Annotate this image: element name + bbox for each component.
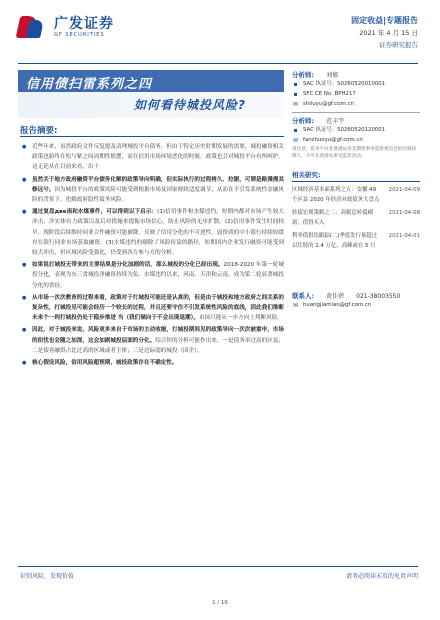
summary-bullet: ● 近些年来，虽然政府文件反复提及清理城投平台债务，但由于特定历史时期发展的需要，城投融资相关政策也始终在松与紧之间周期性摇摆，而在信用市场环境恶化的时候，政策也会对城投平台有所呵护。这无论从在目前来看，出于 <box>22 142 284 173</box>
related-item[interactable]: 区域经济基本面系列之五：安徽 49 个区县 2020 年经济对政债务大盘点 2021-04-09 <box>292 187 420 203</box>
footer-slogan: 识别风险，发现价值 <box>20 573 75 580</box>
report-meta <box>351 14 418 51</box>
analyst-email[interactable]: fanzhuoyu@gf.com.cn <box>303 137 363 143</box>
analyst-sac: SAC 执证号：S0260520120001 <box>303 127 386 133</box>
summary-heading: 报告摘要: <box>20 126 58 136</box>
contact-block <box>292 291 420 310</box>
analyst-name: 范丰宇 <box>326 118 345 125</box>
header-divider <box>18 63 418 64</box>
analyst-label: 分析师: <box>292 71 315 79</box>
summary-bullet: ● 通过复盘две南和水煤事件，可以得到以下启示：(1)信用事件和水煤违约，短期内都对市场产生较大冲击，涉实体有力政策以及后对措施来提振市场信心，防止风险的无序扩散。(2)信用事件发生时间较早，现阶段后续维持同业合作融资可能被降。反映了信用分化的不可逆性，弱资质的中小银行持续较缓存在银行同业市场获取融资。(3)水煤违约的剔除了风险传染的路径，短期国内企业发行融资可能受到较大冲击，但区域风险受强化，仍受到各方参与方的分析。 <box>22 207 284 258</box>
related-item[interactable]: 转债宏观策略之二：高税息转债刷新，值得买入 2021-04-08 <box>292 210 420 226</box>
summary-bullet: ● 从市场一次次教育的过程来看，政策对于打城投可能还是认真的，但是由于城投和地方政府之间关系的复杂性，打城投见可能会经历一个较长的过程，并且还要守住不引发系统性风险的底线，因此我们推断未来个一则打城投仍处于稳步推进 当（我们倾向于不会出现退潮）。市场只能从一步方向上判断风险。 <box>22 293 284 324</box>
logo-text-cn: 广发证券 <box>54 15 114 32</box>
series-title: 信用债扫雷系列之四 <box>26 77 153 92</box>
email-icon: ✉ <box>292 301 299 309</box>
company-logo <box>18 14 114 40</box>
report-date: 2021 年 4 月 15 日 <box>359 29 418 37</box>
certificate-icon: ▪ <box>293 80 298 88</box>
summary-bullet: ● 因此，对于城投来说，风险更多来自于市场的主动收缩，打城投期间见的政策导向一次次被重申，市场的担忧也会随之加深，这会加剧城投层面的分化。综合你的分析可能作出来，一是债务率过高的区县；二是债券融资占比过高的区域或者主体；三是边际弱的城投（国企）。 <box>22 325 284 356</box>
summary-divider <box>20 136 284 137</box>
analyst-sac: SAC 执证号：S0260520010001 <box>303 81 386 87</box>
summary-bullet: ● 如果说打城投无带来的主要结果是分化加剧的话，那么城投的分化已经出现。2018-2020 年第一轮城投分化，表现为东三省城投净融资持续为负、水煤违约以来，河南、天津和云南，成为第二轮显著城投分化的省份。 <box>22 260 284 291</box>
report-category: 固定收益|专题报告 <box>351 16 418 25</box>
summary-bullets <box>22 142 284 370</box>
email-icon: ✉ <box>292 136 299 144</box>
analyst-1 <box>292 70 420 79</box>
gf-logo-icon <box>18 14 48 40</box>
analyst-label: 分析师: <box>292 117 315 125</box>
report-type: 证券研究报告 <box>379 41 418 49</box>
certificate-icon: ▪ <box>293 90 298 98</box>
contact-label: 联系人: <box>292 292 315 300</box>
summary-bullet: ● 虽然关于地方政府融资平台债务化解的政策导向明确，但实际执行的过程将久、拉锯，可谓是路漫漫其修远兮。因为城投平台的政策风险可能受到根据市场及国家财政适度调节，从而在不引发系统性金融风险的背景下，化解政府隐性债务风险。 <box>22 175 284 206</box>
footer-divider <box>18 566 418 567</box>
contact-name: 黄佳蓓 <box>326 293 345 300</box>
sidebar <box>292 70 420 310</box>
analyst-2 <box>292 116 420 125</box>
related-heading: 相关研究: <box>292 171 321 179</box>
footer-disclaimer: 请务必阅读末页的免责声明 <box>345 573 418 580</box>
contact-phone: 021-38003550 <box>356 293 401 300</box>
analyst-email[interactable]: shliuyu@gf.com.cn <box>303 101 354 107</box>
email-icon: ✉ <box>292 100 299 108</box>
page-number: 1 / 16 <box>212 600 228 606</box>
certificate-icon: ▪ <box>293 126 298 134</box>
related-divider <box>292 181 420 182</box>
divider <box>292 112 420 113</box>
summary-bullet: ● 核心假设风险，信用风险超预期，城投政策存在不确定性。 <box>22 358 284 368</box>
contact-email[interactable]: huangjiamiao@gf.com.cn <box>303 302 372 308</box>
analyst-disclaimer: 请注意，范卓宇并非香港证券及期货事务监察委员会的注册持牌人，不可在香港从事受监管活动。 <box>292 147 417 159</box>
report-title: 如何看待城投风险? <box>134 98 246 112</box>
logo-text-en: GF SECURITIES <box>54 31 105 38</box>
related-item[interactable]: 利率债供给跟踪(二)季度发行量超过以往特的 2.4 万亿，高峰或在 5 月 2021-04-01 <box>292 233 420 249</box>
analyst-sfc: SFC CE No. BPH217 <box>303 91 356 97</box>
analyst-name: 刘郁 <box>326 72 339 79</box>
